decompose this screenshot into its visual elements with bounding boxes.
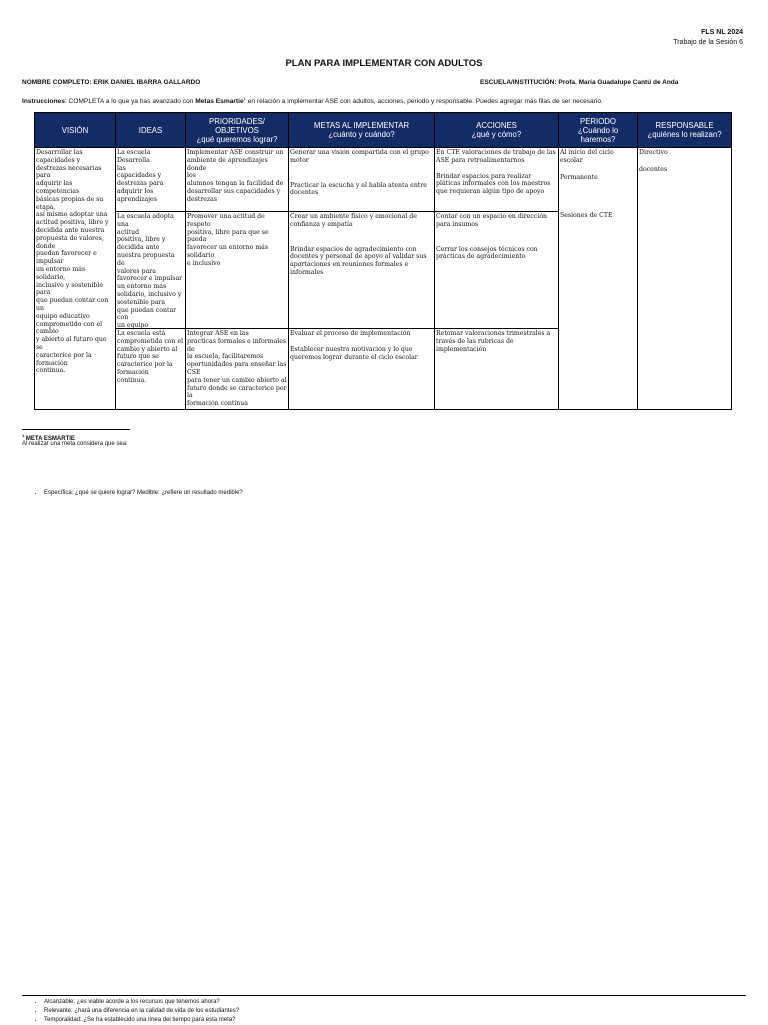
table-row xyxy=(35,148,732,410)
plan-table xyxy=(34,112,732,410)
metas-group-2 xyxy=(289,211,434,328)
list-item: • Relevante: ¿hará una diferencia en la calidad de vida de los estudiantes? xyxy=(44,1007,239,1016)
list-item: • Específica: ¿qué se quiere lograr? Medible: ¿refiere un resultado medible? xyxy=(44,490,243,496)
meta-1b: Practicar la escucha y el habla atenta entre docentes xyxy=(290,181,427,197)
metas-group-3 xyxy=(289,328,434,362)
cell-periodo xyxy=(559,148,638,410)
accion-2b: Cerrar los consejos técnicos con prácticas de agradecimiento xyxy=(436,245,538,261)
periodo-3: Sesiones de CTE xyxy=(560,212,613,219)
metas-group-1 xyxy=(289,148,434,211)
session-label: Trabajo de la Sesión 6 xyxy=(673,39,743,46)
header-acciones: ACCIONES ¿qué y cómo? xyxy=(435,113,559,148)
table-header-row xyxy=(35,113,732,148)
list-item: • Alcanzable: ¿es viable acorde a los recursos que tenemos ahora? xyxy=(44,998,239,1007)
header-ideas: IDEAS xyxy=(116,113,186,148)
header-prioridades: PRIORIDADES/ OBJETIVOS ¿qué queremos lograr? xyxy=(186,113,289,148)
idea-1: La escuela Desarrolla las capacidades y destrezas para adquirir los aprendizajes xyxy=(117,149,164,203)
cell-responsable xyxy=(638,148,732,410)
escuela-institucion: ESCUELA/INSTITUCIÓN: Profa. María Guadalupe Cantú de Anda xyxy=(480,79,679,86)
meta-2b: Brindar espacios de agradecimiento con docentes y personal de apoyo al validar sus aportaciones en reuniones formales e informales xyxy=(290,245,427,276)
document-code: FLS NL 2024 xyxy=(701,29,743,36)
idea-2: La escuela adopta una actitud positiva, libre y decidida ante nuestra propuesta de valores para favorecer e impulsar un entorno más solidario, inclusivo y sostenible para que puedan contar con un equipo xyxy=(116,211,185,328)
meta-3b: Establecer nuestra motivación y lo que queremos lograr durante el ciclo escolar xyxy=(290,345,418,361)
vision-text: Desarrollar las capacidades y destrezas necesarias para adquirir las competencias básicas propias de su etapa, así mismo adoptar una actitud positiva, libre y decidida ante nuestra propuesta de valores, donde puedan favorecer e impulsar un entorno más solidario, inclusivo y sostenible para que puedan contar con un equipo educativo comprometido con el cambio y abierto al futuro que se caracterice por la formación continua. xyxy=(36,149,109,375)
accion-1a: En CTE valoraciones de trabajo de las ASE para retroalimentarnos xyxy=(436,149,556,164)
document-header-right xyxy=(673,28,743,48)
cell-metas xyxy=(289,148,435,410)
periodo-2: Permanente xyxy=(560,173,598,181)
instructions-text-1: : COMPLETA a lo que ya has avanzado con xyxy=(64,98,196,106)
header-vision: VISIÓN xyxy=(35,113,116,148)
footnote-ref: 1 xyxy=(243,96,246,101)
instructions xyxy=(22,96,603,105)
acciones-group-3 xyxy=(435,328,558,354)
prioridad-1: Implementar ASE construir un ambiente de aprendizajes donde los alumnos tengan la facilidad de desarrollar sus capacidades y destrezas xyxy=(187,149,284,203)
header-responsable: RESPONSABLE ¿quiénes lo realizan? xyxy=(638,113,732,148)
prioridad-2: Promover una actitud de respeto positiva, libre para que se pueda favorecer un entorno más solidario e inclusivo xyxy=(186,211,288,328)
idea-3: La escuela está comprometida con el cambio y abierto al futuro que se caracterice por la formación continua. xyxy=(117,330,184,384)
instructions-text-2: en relación a implementar ASE con adultos, acciones, periodo y responsable. Puedes agregar más filas de ser necesario. xyxy=(245,98,603,106)
footnote-separator xyxy=(22,429,130,430)
acciones-group-2 xyxy=(435,211,558,328)
prioridad-3: Integrar ASE en las prácticas formales e informales de la escuela, facilitaremos oportunidades para enseñar las CSE para tener un cambio abierto al futuro donde se caracterice por la formación continua xyxy=(187,330,287,408)
cell-ideas xyxy=(116,148,186,410)
document-title: PLAN PARA IMPLEMENTAR CON ADULTOS xyxy=(285,58,483,69)
footnote-number: 1 xyxy=(22,433,25,438)
periodo-group xyxy=(559,148,637,211)
footer-separator xyxy=(22,995,746,996)
footnote-text: Al realizar una meta considera que sea: xyxy=(22,441,128,447)
responsable-2: docentes xyxy=(639,165,668,173)
footnote-bullets-top xyxy=(30,490,243,496)
nombre-completo: NOMBRE COMPLETO: ERIK DANIEL IBARRA GALLARDO xyxy=(22,79,201,86)
header-periodo: PERIODO ¿Cuándo lo haremos? xyxy=(559,113,638,148)
list-item: • Temporalidad: ¿Se ha establecido una línea del tiempo para esta meta? xyxy=(44,1016,239,1025)
cell-vision xyxy=(35,148,116,410)
periodo-group-2 xyxy=(559,211,637,221)
footnote-title-text: META ESMARTIE xyxy=(25,436,75,442)
instructions-label: Instrucciones xyxy=(22,98,65,106)
meta-2a: Crear un ambiente físico y emocional de confianza y empatía xyxy=(290,213,417,228)
accion-2a: Contar con un espacio en dirección para insumos xyxy=(436,213,548,228)
accion-1b: Brindar espacios para realizar pláticas informales con los maestros que requieran algún tipo de apoyo xyxy=(436,172,551,196)
header-metas: METAS AL IMPLEMENTAR ¿cuánto y cuándo? xyxy=(289,113,435,148)
responsable-1: Directivo xyxy=(639,149,668,156)
cell-prioridades xyxy=(186,148,289,410)
accion-3a: Retomar valoraciones trimestrales a través de las rubricas de implementación xyxy=(436,330,551,353)
responsable-group xyxy=(638,148,731,175)
cell-acciones xyxy=(435,148,559,410)
acciones-group-1 xyxy=(435,148,558,211)
meta-3a: Evaluar el proceso de implementación xyxy=(290,330,411,337)
footnote-bullets-bottom xyxy=(30,998,239,1025)
instructions-bold: Metas Esmartie xyxy=(195,98,244,106)
periodo-1: Al inicio del ciclo escolar xyxy=(560,149,614,164)
meta-1a: Generar una visión compartida con el grupo motor xyxy=(290,149,429,164)
